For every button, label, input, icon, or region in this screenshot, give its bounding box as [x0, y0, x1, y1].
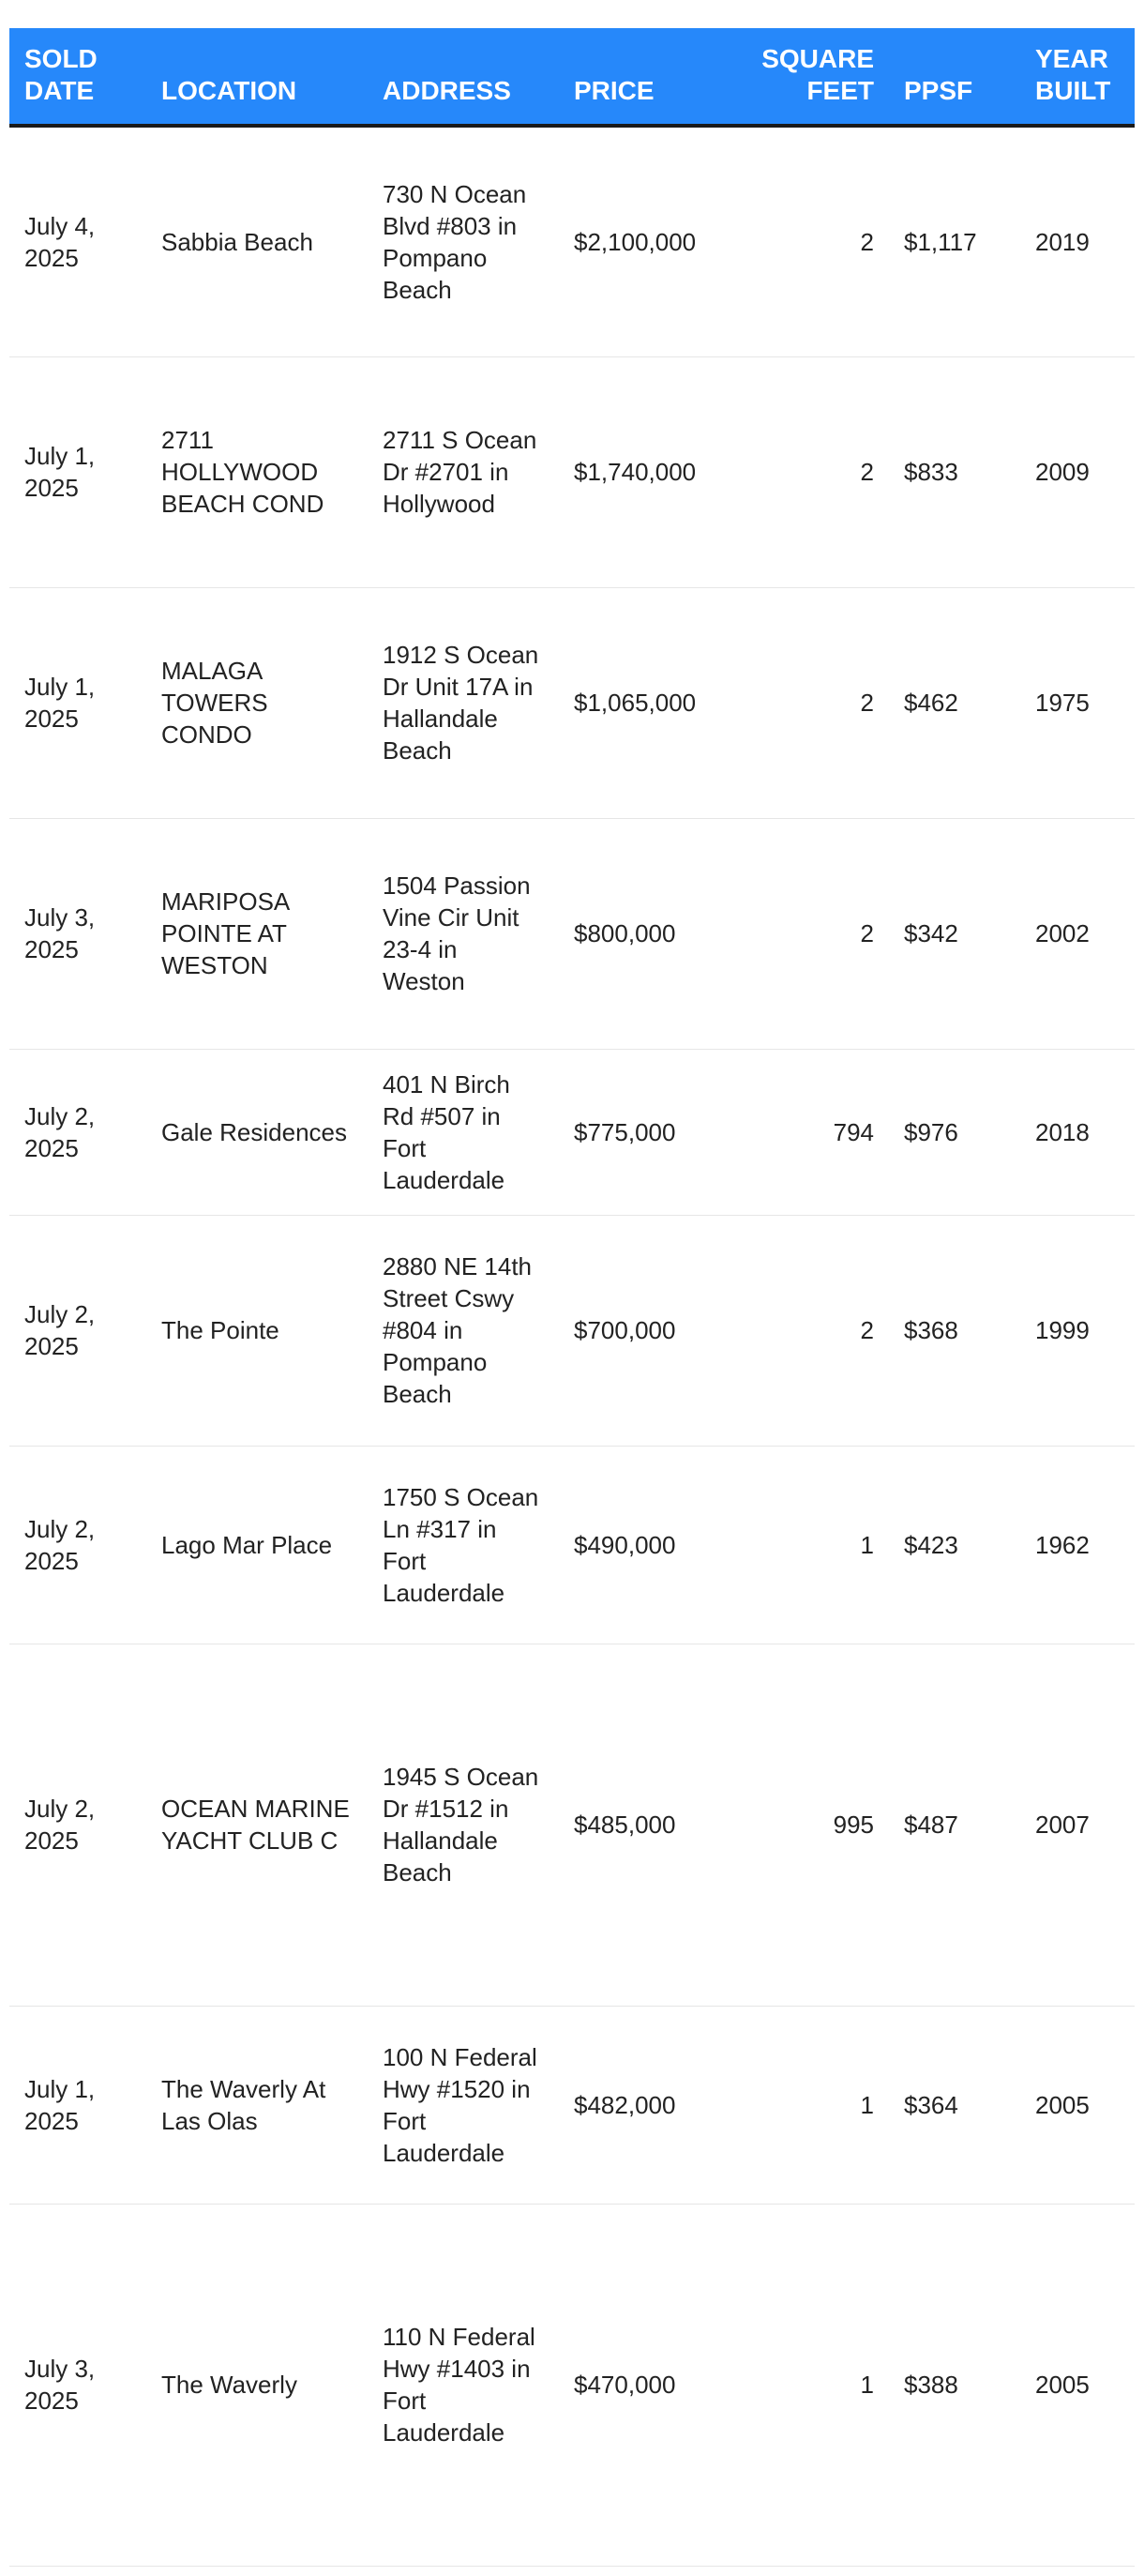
cell-ppsf: $833 [889, 356, 1020, 587]
cell-address: 2880 NE 14th Street Cswy #804 in Pompano Beach [368, 1215, 559, 1446]
cell-sold-date: July 3, 2025 [9, 818, 146, 1049]
header-sold-date: SOLD DATE [9, 28, 146, 126]
cell-location: MALAGA TOWERS CONDO [146, 587, 368, 818]
cell-square-feet: 794 [746, 1049, 889, 1215]
table-row[interactable] [9, 356, 1135, 587]
cell-price: $470,000 [559, 2204, 746, 2566]
cell-sold-date: July 2, 2025 [9, 1049, 146, 1215]
cell-square-feet: 2 [746, 587, 889, 818]
header-ppsf: PPSF [889, 28, 1020, 126]
cell-year-built: 2002 [1020, 818, 1135, 1049]
cell-price: $485,000 [559, 1644, 746, 2006]
header-price: PRICE [559, 28, 746, 126]
cell-location: Lago Mar Place [146, 1446, 368, 1644]
cell-price: $482,000 [559, 2006, 746, 2204]
cell-square-feet: 1 [746, 1446, 889, 1644]
cell-address: 730 N Ocean Blvd #803 in Pompano Beach [368, 126, 559, 356]
cell-ppsf: $368 [889, 1215, 1020, 1446]
cell-square-feet: 1 [746, 2006, 889, 2204]
cell-sold-date: July 2, 2025 [9, 1644, 146, 2006]
cell-year-built: 2018 [1020, 1049, 1135, 1215]
cell-sold-date: July 1, 2025 [9, 2006, 146, 2204]
cell-ppsf: $487 [889, 1644, 1020, 2006]
cell-square-feet: 2 [746, 1215, 889, 1446]
cell-ppsf: $388 [889, 2204, 1020, 2566]
cell-price: $2,100,000 [559, 126, 746, 356]
cell-year-built: 2009 [1020, 356, 1135, 587]
cell-year-built: 2007 [1020, 1644, 1135, 2006]
header-row [9, 28, 1135, 126]
header-square-feet: SQUARE FEET [746, 28, 889, 126]
cell-location: Gale Residences [146, 1049, 368, 1215]
cell-year-built: 1962 [1020, 1446, 1135, 1644]
cell-price: $800,000 [559, 818, 746, 1049]
cell-square-feet: 995 [746, 1644, 889, 2006]
table-row[interactable] [9, 587, 1135, 818]
table-row[interactable] [9, 1215, 1135, 1446]
cell-square-feet: 2 [746, 126, 889, 356]
cell-address: 1912 S Ocean Dr Unit 17A in Hallandale Beach [368, 587, 559, 818]
cell-price: $490,000 [559, 1446, 746, 1644]
cell-year-built: 1975 [1020, 587, 1135, 818]
cell-year-built: 2005 [1020, 2006, 1135, 2204]
cell-square-feet: 2 [746, 818, 889, 1049]
header-year-built: YEAR BUILT [1020, 28, 1135, 126]
table-body [9, 126, 1135, 2566]
cell-location: The Pointe [146, 1215, 368, 1446]
table-row[interactable] [9, 1446, 1135, 1644]
cell-address: 110 N Federal Hwy #1403 in Fort Lauderdale [368, 2204, 559, 2566]
sales-table-container[interactable] [9, 28, 1135, 2567]
cell-price: $1,065,000 [559, 587, 746, 818]
table-row[interactable] [9, 2204, 1135, 2566]
cell-ppsf: $364 [889, 2006, 1020, 2204]
table-row[interactable] [9, 2006, 1135, 2204]
cell-address: 401 N Birch Rd #507 in Fort Lauderdale [368, 1049, 559, 1215]
cell-year-built: 1999 [1020, 1215, 1135, 1446]
cell-location: MARIPOSA POINTE AT WESTON [146, 818, 368, 1049]
cell-ppsf: $976 [889, 1049, 1020, 1215]
cell-sold-date: July 3, 2025 [9, 2204, 146, 2566]
cell-sold-date: July 1, 2025 [9, 356, 146, 587]
cell-price: $1,740,000 [559, 356, 746, 587]
table-row[interactable] [9, 1644, 1135, 2006]
cell-year-built: 2005 [1020, 2204, 1135, 2566]
cell-square-feet: 2 [746, 356, 889, 587]
cell-sold-date: July 1, 2025 [9, 587, 146, 818]
cell-square-feet: 1 [746, 2204, 889, 2566]
table-header [9, 28, 1135, 126]
cell-location: The Waverly At Las Olas [146, 2006, 368, 2204]
table-row[interactable] [9, 126, 1135, 356]
cell-address: 2711 S Ocean Dr #2701 in Hollywood [368, 356, 559, 587]
cell-ppsf: $1,117 [889, 126, 1020, 356]
cell-address: 100 N Federal Hwy #1520 in Fort Lauderdale [368, 2006, 559, 2204]
cell-ppsf: $342 [889, 818, 1020, 1049]
cell-location: Sabbia Beach [146, 126, 368, 356]
header-address: ADDRESS [368, 28, 559, 126]
cell-price: $700,000 [559, 1215, 746, 1446]
cell-address: 1945 S Ocean Dr #1512 in Hallandale Beach [368, 1644, 559, 2006]
cell-sold-date: July 2, 2025 [9, 1446, 146, 1644]
cell-location: OCEAN MARINE YACHT CLUB C [146, 1644, 368, 2006]
cell-sold-date: July 2, 2025 [9, 1215, 146, 1446]
cell-location: 2711 HOLLYWOOD BEACH COND [146, 356, 368, 587]
cell-year-built: 2019 [1020, 126, 1135, 356]
cell-sold-date: July 4, 2025 [9, 126, 146, 356]
cell-address: 1750 S Ocean Ln #317 in Fort Lauderdale [368, 1446, 559, 1644]
cell-address: 1504 Passion Vine Cir Unit 23-4 in Weston [368, 818, 559, 1049]
table-row[interactable] [9, 1049, 1135, 1215]
cell-location: The Waverly [146, 2204, 368, 2566]
cell-price: $775,000 [559, 1049, 746, 1215]
table-row[interactable] [9, 818, 1135, 1049]
cell-ppsf: $423 [889, 1446, 1020, 1644]
recent-sales-table [9, 28, 1135, 2567]
header-location: LOCATION [146, 28, 368, 126]
cell-ppsf: $462 [889, 587, 1020, 818]
